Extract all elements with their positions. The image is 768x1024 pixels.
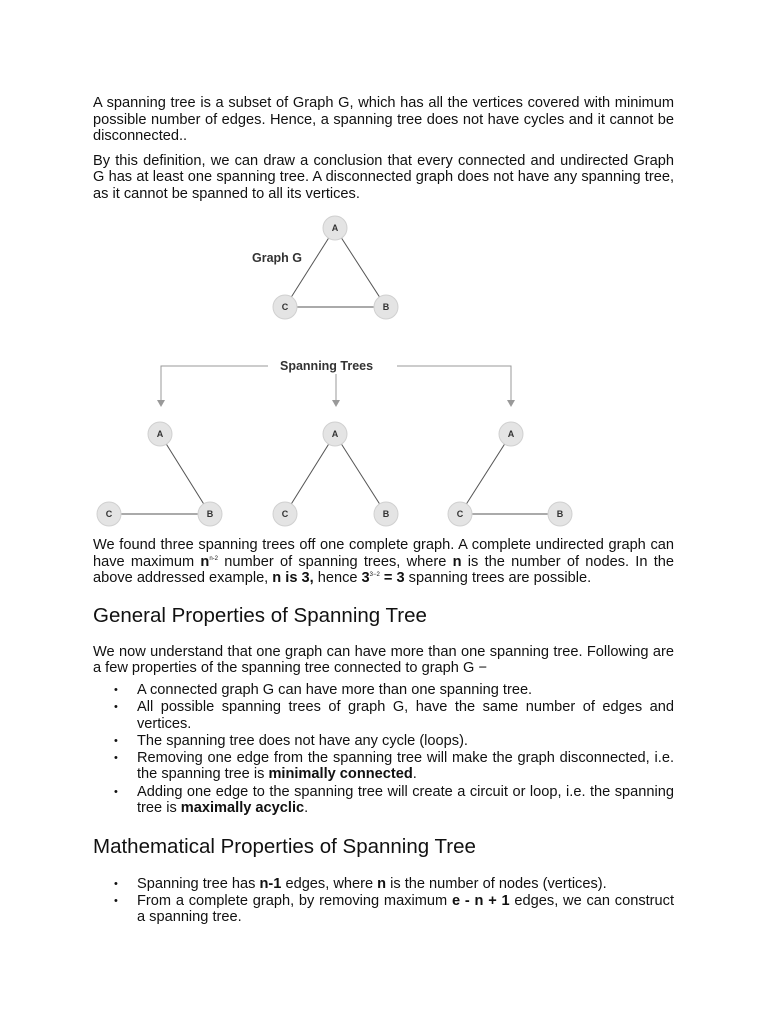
svg-text:A: A <box>331 429 339 439</box>
list-item: • Spanning tree has n-1 edges, where n is the number of nodes (vertices). <box>114 875 607 892</box>
svg-text:C: C <box>456 509 464 519</box>
general-properties-heading: General Properties of Spanning Tree <box>93 603 427 627</box>
svg-text:B: B <box>206 509 214 519</box>
node-b <box>374 295 398 319</box>
svg-text:B: B <box>556 509 564 519</box>
node-c <box>273 295 297 319</box>
list-item: • A connected graph G can have more than one spanning tree. <box>114 681 533 698</box>
svg-text:C: C <box>281 302 289 312</box>
svg-text:B: B <box>382 302 390 312</box>
list-item: • From a complete graph, by removing maximum e - n + 1 edges, we can construct a spanning tree. <box>114 892 674 926</box>
complete-graph-paragraph: We found three spanning trees off one complete graph. A complete undirected graph can have maximum $n^{n-2}$ number of spanning trees, where n is the number of nodes. In the above addressed example, n is 3, hence $3^{3-2} = 3$ spanning trees are possible. <box>93 537 675 587</box>
spanning-tree-2 <box>273 422 398 526</box>
spanning-tree-1 <box>97 422 222 526</box>
general-properties-intro: We now understand that one graph can have more than one spanning tree. Following are a few properties of the spanning tree connected to graph G − <box>93 643 674 677</box>
spanning-trees-label: Spanning Trees <box>280 359 374 373</box>
svg-text:C: C <box>281 509 289 519</box>
spanning-tree-3 <box>448 422 572 526</box>
list-item: • Removing one edge from the spanning tree will make the graph disconnected, i.e. the spanning tree is minimally connected. <box>114 749 674 783</box>
body-section <box>93 537 674 927</box>
intro-section <box>93 95 674 211</box>
arrow-down-icon <box>157 400 165 407</box>
svg-text:A: A <box>507 429 515 439</box>
spanning-connector <box>157 359 515 407</box>
svg-text:A: A <box>156 429 164 439</box>
svg-text:B: B <box>382 509 390 519</box>
edge-a-c <box>285 228 335 307</box>
intro-paragraph-2: By this definition, we can draw a conclusion that every connected and undirected Graph G has at least one spanning tree. A disconnected graph does not have any spanning tree, as it cannot be spanned to all its vertices. <box>93 152 674 202</box>
mathematical-properties-list <box>93 876 674 926</box>
list-item: • The spanning tree does not have any cycle (loops). <box>114 732 468 749</box>
list-item: • Adding one edge to the spanning tree will create a circuit or loop, i.e. the spanning tree is maximally acyclic. <box>114 783 674 817</box>
list-item: • All possible spanning trees of graph G, have the same number of edges and vertices. <box>114 699 674 732</box>
edge-a-b <box>335 228 386 307</box>
intro-paragraph-1: A spanning tree is a subset of Graph G, which has all the vertices covered with minimum possible number of edges. Hence, a spanning tree does not have cycles and it cannot be disconnected.. <box>93 95 674 145</box>
svg-text:C: C <box>105 509 113 519</box>
graph-g-label: Graph G <box>252 251 303 265</box>
arrow-down-icon <box>507 400 515 407</box>
svg-text:A: A <box>331 223 339 233</box>
graph-g <box>252 216 398 319</box>
mathematical-properties-heading: Mathematical Properties of Spanning Tree <box>93 834 476 858</box>
general-properties-list <box>93 682 674 817</box>
node-a <box>323 216 347 240</box>
arrow-down-icon <box>332 400 340 407</box>
